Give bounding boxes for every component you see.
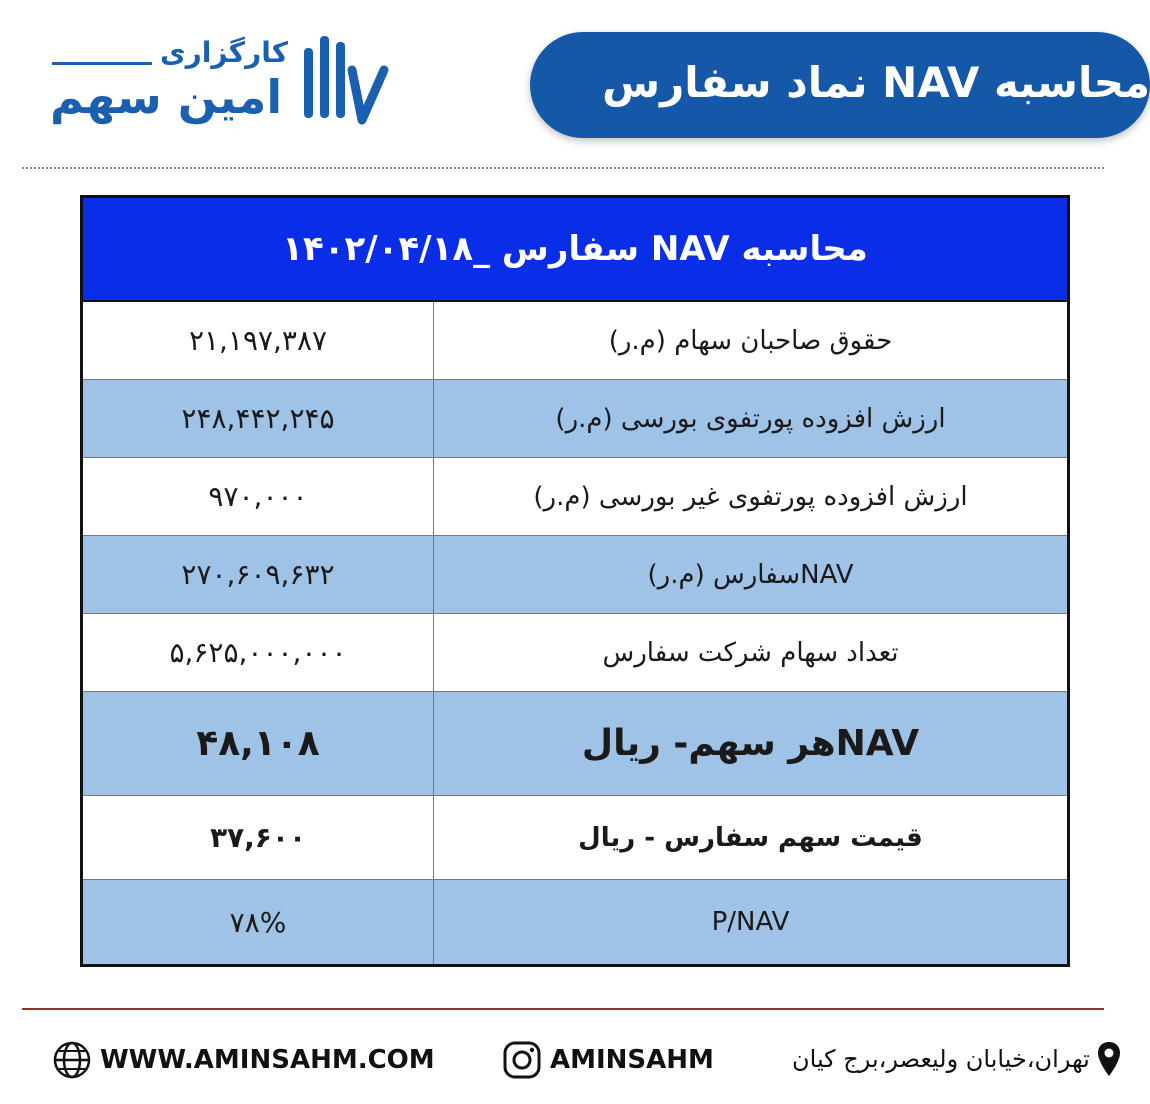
instagram-icon (502, 1040, 542, 1080)
row-value: ۷۸% (83, 880, 434, 964)
dotted-divider (22, 167, 1104, 169)
footer-divider (22, 1008, 1104, 1010)
row-label: P/NAV (711, 907, 790, 937)
row-value: ۲۴۸,۴۴۲,۲۴۵ (83, 380, 434, 457)
row-label: NAVهر سهم- ریال (581, 723, 920, 764)
page-title: محاسبه NAV نماد سفارس (602, 58, 1150, 107)
table-row (83, 302, 1067, 380)
row-value: ۲۱,۱۹۷,۳۸۷ (83, 302, 434, 379)
row-label: تعداد سهام شرکت سفارس (602, 637, 899, 668)
logo-main-text: امین سهم (50, 70, 283, 124)
instagram-link[interactable] (502, 1040, 714, 1080)
header-title-banner (530, 32, 1150, 138)
table-row (83, 536, 1067, 614)
logo-mark-icon (300, 30, 390, 130)
website-link[interactable] (52, 1040, 435, 1080)
row-value: ۲۷۰,۶۰۹,۶۳۲ (83, 536, 434, 613)
website-text: WWW.AMINSAHM.COM (100, 1045, 435, 1075)
address (792, 1040, 1122, 1078)
table-row (83, 880, 1067, 964)
table-row (83, 692, 1067, 796)
logo-upper-text: کارگزاری (160, 36, 288, 69)
table-row (83, 380, 1067, 458)
row-label: حقوق صاحبان سهام (م.ر) (608, 325, 893, 356)
row-value: ۹۷۰,۰۰۰ (83, 458, 434, 535)
logo-underline (52, 62, 152, 65)
location-pin-icon (1096, 1040, 1122, 1078)
nav-table (80, 195, 1070, 967)
row-value: ۳۷,۶۰۰ (83, 796, 434, 879)
row-label: ارزش افزوده پورتفوی غیر بورسی (م.ر) (533, 481, 968, 512)
row-label: قیمت سهم سفارس - ریال (578, 822, 923, 853)
row-value: ۴۸,۱۰۸ (83, 692, 434, 795)
globe-icon (52, 1040, 92, 1080)
address-text: تهران،خیابان ولیعصر،برج کیان (792, 1045, 1090, 1073)
table-row (83, 458, 1067, 536)
brand-logo (50, 30, 390, 140)
table-row (83, 614, 1067, 692)
table-row (83, 796, 1067, 880)
instagram-text: AMINSAHM (550, 1045, 714, 1075)
row-value: ۵,۶۲۵,۰۰۰,۰۰۰ (83, 614, 434, 691)
row-label: NAVسفارس (م.ر) (647, 559, 854, 590)
row-label: ارزش افزوده پورتفوی بورسی (م.ر) (555, 403, 946, 434)
table-title: محاسبه NAV سفارس _۱۴۰۲/۰۴/۱۸ (83, 198, 1067, 302)
